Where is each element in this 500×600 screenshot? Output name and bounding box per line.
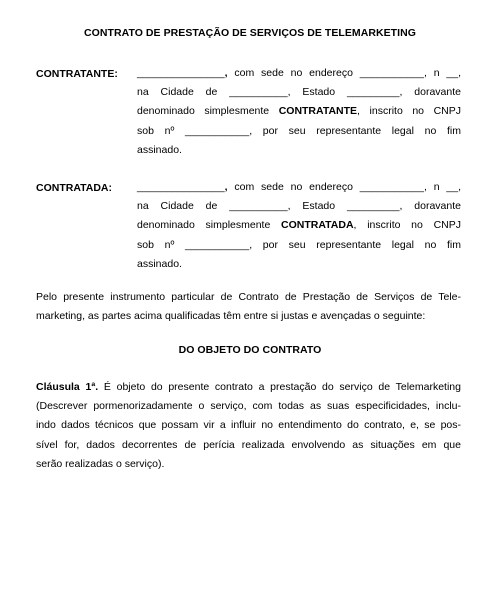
section-title: DO OBJETO DO CONTRATO [178, 344, 322, 356]
contratada-line-4: sob nº ___________, por seu representante legal no fim [137, 238, 461, 251]
contratante-line-4: sob nº ___________, por seu representante legal no fim [137, 124, 461, 137]
clause-1-paragraph [36, 378, 461, 474]
document-title: CONTRATO DE PRESTAÇÃO DE SERVIÇOS DE TELEMARKETING [84, 27, 416, 39]
contratada-details [137, 178, 461, 274]
clause-1-line-4: sível for, dados decorrentes de perícia realizada envolvendo as situações em que [36, 438, 461, 451]
intro-line-2: marketing, as partes acima qualificadas têm entre si justas e avençadas o seguinte: [36, 310, 426, 323]
clause-1-label: Cláusula 1ª. [36, 381, 99, 393]
contratante-line-5: assinado. [137, 143, 182, 156]
contratada-line-2: na Cidade de __________, Estado _________, doravante [137, 200, 461, 213]
clause-1-line-2: (Descrever pormenorizadamente o serviço, com todas as suas especificidades, inclu- [36, 400, 461, 413]
contratante-line-2: na Cidade de __________, Estado _________, doravante [137, 86, 461, 99]
intro-line-1: Pelo presente instrumento particular de Contrato de Prestação de Serviços de Tele- [36, 291, 461, 303]
contratante-line-1: _______________, com sede no endereço ___________, n __, [137, 67, 461, 79]
contratante-label: CONTRATANTE: [36, 68, 118, 80]
intro-paragraph [36, 288, 461, 326]
contratada-label: CONTRATADA: [36, 182, 113, 194]
contratante-line-3: denominado simplesmente CONTRATANTE, inscrito no CNPJ [137, 105, 461, 118]
contratada-line-3: denominado simplesmente CONTRATADA, inscrito no CNPJ [137, 219, 462, 232]
contratada-line-5: assinado. [137, 257, 182, 270]
contratante-details [137, 64, 461, 160]
contratada-line-1: _______________, com sede no endereço ___________, n __, [137, 181, 461, 193]
clause-1-line-3: indo dados técnicos que possam vir a influir no entendimento do contrato, e, se pos- [36, 419, 461, 432]
clause-1-line-5: serão realizadas o serviço). [36, 457, 165, 470]
clause-1-line-1: Cláusula 1ª. É objeto do presente contrato a prestação do serviço de Telemarketing [36, 381, 461, 393]
